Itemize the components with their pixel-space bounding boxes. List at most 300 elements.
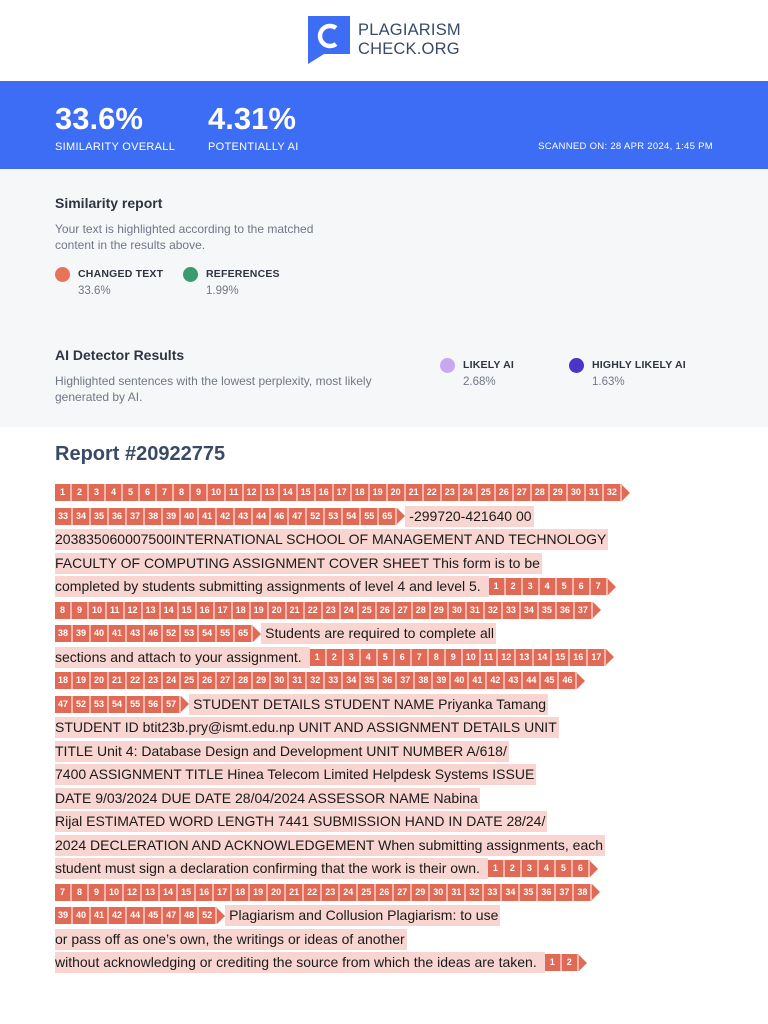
likely-ai-value: 2.68% — [463, 376, 496, 388]
match-source-tag[interactable]: 25 — [181, 672, 199, 689]
match-source-tag[interactable]: 19 — [73, 672, 91, 689]
match-source-tag[interactable]: 36 — [109, 508, 127, 525]
match-source-tag[interactable]: 12 — [498, 649, 516, 666]
brand-line-1: PLAGIARISM — [358, 21, 461, 39]
tag-arrow-icon — [217, 908, 225, 924]
match-source-tag[interactable]: 4 — [540, 578, 557, 595]
similarity-overall-value: 33.6% — [55, 101, 143, 136]
tag-arrow-icon — [593, 602, 601, 618]
report-line — [55, 834, 715, 858]
match-source-tag[interactable]: 55 — [217, 625, 235, 642]
legend-changed-text — [55, 267, 163, 297]
plagiarism-check-logo-icon — [306, 14, 352, 66]
match-source-tag[interactable]: 5 — [123, 484, 140, 501]
match-source-tag[interactable]: 15 — [552, 649, 570, 666]
report-document — [55, 481, 715, 975]
match-source-tag[interactable]: 29 — [431, 602, 449, 619]
match-source-tag[interactable]: 45 — [541, 672, 559, 689]
tag-arrow-icon — [608, 579, 616, 595]
match-source-tag[interactable]: 33 — [55, 508, 73, 525]
legend-highly-likely-ai — [569, 358, 686, 388]
match-source-tag[interactable]: 16 — [196, 884, 214, 901]
match-source-tag[interactable]: 25 — [359, 602, 377, 619]
match-source-tag[interactable]: 30 — [568, 484, 586, 501]
match-source-tag[interactable]: 26 — [199, 672, 217, 689]
match-source-tag[interactable]: 23 — [323, 602, 341, 619]
similarity-report-title: Similarity report — [55, 195, 163, 211]
match-source-tag[interactable]: 34 — [73, 508, 91, 525]
match-tags — [55, 625, 261, 642]
match-source-tag[interactable]: 22 — [424, 484, 442, 501]
match-source-tag[interactable]: 46 — [271, 508, 289, 525]
match-source-tag[interactable]: 22 — [304, 884, 322, 901]
ai-stat — [208, 101, 299, 153]
match-source-tag[interactable]: 12 — [124, 884, 142, 901]
match-source-tag[interactable]: 10 — [89, 602, 107, 619]
match-source-tag[interactable]: 65 — [235, 625, 253, 642]
match-source-tag[interactable]: 6 — [573, 860, 590, 877]
likely-ai-label: LIKELY AI — [463, 359, 515, 371]
match-source-tag[interactable]: 21 — [109, 672, 127, 689]
match-source-tag[interactable]: 45 — [145, 907, 163, 924]
match-source-tag[interactable]: 18 — [233, 602, 251, 619]
match-source-tag[interactable]: 8 — [72, 884, 89, 901]
match-tags — [55, 884, 600, 901]
match-source-tag[interactable]: 52 — [307, 508, 325, 525]
match-source-tag[interactable]: 37 — [127, 508, 145, 525]
match-source-tag[interactable]: 13 — [262, 484, 280, 501]
match-source-tag[interactable]: 52 — [163, 625, 181, 642]
match-source-tag[interactable]: 11 — [107, 602, 125, 619]
match-source-tag[interactable]: 20 — [268, 884, 286, 901]
match-source-tag[interactable]: 3 — [344, 649, 361, 666]
match-tags — [55, 696, 189, 713]
report-line — [55, 951, 715, 975]
report-line — [55, 693, 715, 717]
match-source-tag[interactable]: 30 — [449, 602, 467, 619]
match-source-tag[interactable]: 40 — [73, 907, 91, 924]
match-tags — [55, 602, 601, 619]
match-tags — [488, 860, 598, 877]
match-source-tag[interactable]: 24 — [340, 884, 358, 901]
report-line — [55, 763, 715, 787]
match-source-tag[interactable]: 1 — [310, 649, 327, 666]
match-source-tag[interactable]: 32 — [604, 484, 622, 501]
match-source-tag[interactable]: 22 — [127, 672, 145, 689]
match-source-tag[interactable]: 25 — [478, 484, 496, 501]
match-source-tag[interactable]: 22 — [305, 602, 323, 619]
match-source-tag[interactable]: 35 — [520, 884, 538, 901]
match-source-tag[interactable]: 19 — [250, 884, 268, 901]
ai-desc-line-2: generated by AI. — [55, 390, 143, 404]
match-source-tag[interactable]: 56 — [145, 696, 163, 713]
references-label: REFERENCES — [206, 268, 280, 280]
match-source-tag[interactable]: 46 — [559, 672, 577, 689]
match-source-tag[interactable]: 2 — [506, 578, 523, 595]
match-source-tag[interactable]: 17 — [215, 602, 233, 619]
changed-text-dot-icon — [55, 267, 70, 282]
match-source-tag[interactable]: 35 — [91, 508, 109, 525]
match-source-tag[interactable]: 3 — [523, 578, 540, 595]
match-source-tag[interactable]: 54 — [343, 508, 361, 525]
report-line — [55, 881, 715, 905]
report-line — [55, 787, 715, 811]
potentially-ai-value: 4.31% — [208, 101, 296, 136]
match-source-tag[interactable]: 24 — [460, 484, 478, 501]
report-line — [55, 646, 715, 670]
legend-likely-ai — [440, 358, 514, 388]
report-line-text: TITLE Unit 4: Database Design and Development UNIT NUMBER A/618/ — [55, 741, 509, 762]
changed-text-value: 33.6% — [78, 285, 111, 297]
match-source-tag[interactable]: 47 — [55, 696, 73, 713]
match-source-tag[interactable]: 41 — [199, 508, 217, 525]
match-source-tag[interactable]: 31 — [289, 672, 307, 689]
match-source-tag[interactable]: 13 — [143, 602, 161, 619]
match-source-tag[interactable]: 9 — [89, 884, 106, 901]
match-source-tag[interactable]: 4 — [361, 649, 378, 666]
match-source-tag[interactable]: 34 — [502, 884, 520, 901]
ai-detector-description — [55, 373, 372, 405]
match-source-tag[interactable]: 23 — [145, 672, 163, 689]
match-source-tag[interactable]: 29 — [253, 672, 271, 689]
match-source-tag[interactable]: 24 — [341, 602, 359, 619]
match-source-tag[interactable]: 14 — [160, 884, 178, 901]
match-source-tag[interactable]: 38 — [415, 672, 433, 689]
match-source-tag[interactable]: 43 — [127, 625, 145, 642]
match-source-tag[interactable]: 39 — [163, 508, 181, 525]
match-source-tag[interactable]: 15 — [178, 884, 196, 901]
match-source-tag[interactable]: 38 — [145, 508, 163, 525]
match-source-tag[interactable]: 65 — [379, 508, 397, 525]
match-source-tag[interactable]: 28 — [235, 672, 253, 689]
match-source-tag[interactable]: 52 — [73, 696, 91, 713]
report-line — [55, 716, 715, 740]
match-tags — [55, 508, 405, 525]
report-line — [55, 528, 715, 552]
match-source-tag[interactable]: 3 — [522, 860, 539, 877]
match-source-tag[interactable]: 36 — [379, 672, 397, 689]
match-source-tag[interactable]: 20 — [388, 484, 406, 501]
match-source-tag[interactable]: 8 — [174, 484, 191, 501]
match-source-tag[interactable]: 5 — [556, 860, 573, 877]
match-source-tag[interactable]: 33 — [325, 672, 343, 689]
match-source-tag[interactable]: 10 — [208, 484, 226, 501]
match-source-tag[interactable]: 18 — [55, 672, 73, 689]
match-source-tag[interactable]: 44 — [523, 672, 541, 689]
report-line — [55, 481, 715, 505]
match-source-tag[interactable]: 15 — [179, 602, 197, 619]
match-source-tag[interactable]: 27 — [394, 884, 412, 901]
match-tags — [55, 907, 225, 924]
match-source-tag[interactable]: 38 — [574, 884, 592, 901]
match-source-tag[interactable]: 34 — [521, 602, 539, 619]
match-source-tag[interactable]: 38 — [55, 625, 73, 642]
match-source-tag[interactable]: 40 — [451, 672, 469, 689]
match-source-tag[interactable]: 18 — [352, 484, 370, 501]
match-source-tag[interactable]: 31 — [586, 484, 604, 501]
scanned-on-date: SCANNED ON: 28 APR 2024, 1:45 PM — [538, 141, 713, 152]
report-line-text: 2024 DECLERATION AND ACKNOWLEDGEMENT When submitting assignments, each — [55, 835, 605, 856]
match-source-tag[interactable]: 12 — [125, 602, 143, 619]
match-source-tag[interactable]: 53 — [325, 508, 343, 525]
match-source-tag[interactable]: 26 — [496, 484, 514, 501]
match-source-tag[interactable]: 54 — [109, 696, 127, 713]
match-source-tag[interactable]: 7 — [591, 578, 608, 595]
tag-arrow-icon — [622, 485, 630, 501]
brand-line-2: CHECK.ORG — [358, 40, 460, 58]
match-source-tag[interactable]: 39 — [73, 625, 91, 642]
legend-references — [183, 267, 280, 297]
match-source-tag[interactable]: 30 — [430, 884, 448, 901]
summary-panel — [0, 169, 768, 427]
brand-logo[interactable] — [306, 14, 461, 66]
report-line-text: 203835060007500INTERNATIONAL SCHOOL OF MANAGEMENT AND TECHNOLOGY — [55, 529, 608, 550]
match-source-tag[interactable]: 47 — [163, 907, 181, 924]
match-source-tag[interactable]: 37 — [575, 602, 593, 619]
match-source-tag[interactable]: 10 — [106, 884, 124, 901]
match-source-tag[interactable]: 13 — [516, 649, 534, 666]
match-source-tag[interactable]: 39 — [433, 672, 451, 689]
match-source-tag[interactable]: 28 — [413, 602, 431, 619]
match-source-tag[interactable]: 2 — [72, 484, 89, 501]
match-source-tag[interactable]: 40 — [181, 508, 199, 525]
match-source-tag[interactable]: 43 — [235, 508, 253, 525]
match-source-tag[interactable]: 16 — [316, 484, 334, 501]
match-source-tag[interactable]: 2 — [562, 954, 579, 971]
report-line-text: -299720-421640 00 — [405, 506, 533, 527]
match-source-tag[interactable]: 17 — [334, 484, 352, 501]
match-source-tag[interactable]: 11 — [226, 484, 244, 501]
match-source-tag[interactable]: 47 — [289, 508, 307, 525]
report-line-text: or pass off as one’s own, the writings or ideas of another — [55, 929, 407, 950]
match-source-tag[interactable]: 43 — [505, 672, 523, 689]
match-source-tag[interactable]: 30 — [271, 672, 289, 689]
match-tags — [489, 578, 616, 595]
tag-arrow-icon — [577, 673, 585, 689]
match-source-tag[interactable]: 9 — [72, 602, 89, 619]
match-source-tag[interactable]: 5 — [378, 649, 395, 666]
report-line-text: STUDENT ID btit23b.pry@ismt.edu.np UNIT AND ASSIGNMENT DETAILS UNIT — [55, 717, 559, 738]
match-source-tag[interactable]: 25 — [358, 884, 376, 901]
match-source-tag[interactable]: 52 — [199, 907, 217, 924]
match-source-tag[interactable]: 9 — [446, 649, 463, 666]
match-source-tag[interactable]: 26 — [376, 884, 394, 901]
match-tags — [310, 649, 615, 666]
report-line — [55, 857, 715, 881]
report-line — [55, 575, 715, 599]
match-source-tag[interactable]: 17 — [214, 884, 232, 901]
match-source-tag[interactable]: 54 — [199, 625, 217, 642]
tag-arrow-icon — [181, 696, 189, 712]
match-source-tag[interactable]: 4 — [539, 860, 556, 877]
match-source-tag[interactable]: 5 — [557, 578, 574, 595]
match-source-tag[interactable]: 32 — [466, 884, 484, 901]
match-source-tag[interactable]: 10 — [463, 649, 481, 666]
match-source-tag[interactable]: 8 — [429, 649, 446, 666]
match-source-tag[interactable]: 36 — [538, 884, 556, 901]
match-source-tag[interactable]: 35 — [361, 672, 379, 689]
match-source-tag[interactable]: 9 — [191, 484, 208, 501]
match-source-tag[interactable]: 23 — [442, 484, 460, 501]
report-line-text: DATE 9/03/2024 DUE DATE 28/04/2024 ASSESSOR NAME Nabina — [55, 788, 480, 809]
match-source-tag[interactable]: 15 — [298, 484, 316, 501]
tag-arrow-icon — [253, 626, 261, 642]
match-source-tag[interactable]: 33 — [503, 602, 521, 619]
similarity-desc-line-1: Your text is highlighted according to the matched — [55, 222, 314, 236]
match-source-tag[interactable]: 16 — [570, 649, 588, 666]
match-source-tag[interactable]: 48 — [181, 907, 199, 924]
match-source-tag[interactable]: 7 — [55, 884, 72, 901]
report-line-text: without acknowledging or crediting the source from which the ideas are taken. — [55, 952, 539, 973]
tag-arrow-icon — [579, 955, 587, 971]
report-title: Report #20922775 — [55, 443, 226, 465]
match-tags — [55, 672, 585, 689]
match-source-tag[interactable]: 31 — [448, 884, 466, 901]
match-source-tag[interactable]: 44 — [127, 907, 145, 924]
report-line-text: Plagiarism and Collusion Plagiarism: to use — [225, 905, 500, 926]
report-line — [55, 505, 715, 529]
match-source-tag[interactable]: 1 — [488, 860, 505, 877]
match-source-tag[interactable]: 29 — [550, 484, 568, 501]
match-source-tag[interactable]: 41 — [91, 907, 109, 924]
report-line-text: Students are required to complete all — [261, 623, 496, 644]
match-source-tag[interactable]: 37 — [397, 672, 415, 689]
match-source-tag[interactable]: 11 — [481, 649, 499, 666]
report-line-text: FACULTY OF COMPUTING ASSIGNMENT COVER SHEET This form is to be — [55, 553, 542, 574]
match-source-tag[interactable]: 31 — [467, 602, 485, 619]
changed-text-label: CHANGED TEXT — [78, 268, 164, 280]
match-tags — [545, 954, 587, 971]
match-source-tag[interactable]: 55 — [127, 696, 145, 713]
tag-arrow-icon — [592, 884, 600, 900]
match-source-tag[interactable]: 53 — [181, 625, 199, 642]
match-source-tag[interactable]: 32 — [485, 602, 503, 619]
match-source-tag[interactable]: 53 — [91, 696, 109, 713]
likely-ai-dot-icon — [440, 358, 455, 373]
match-source-tag[interactable]: 42 — [109, 907, 127, 924]
match-source-tag[interactable]: 7 — [412, 649, 429, 666]
match-source-tag[interactable]: 14 — [280, 484, 298, 501]
report-line — [55, 552, 715, 576]
match-source-tag[interactable]: 12 — [244, 484, 262, 501]
match-source-tag[interactable]: 20 — [269, 602, 287, 619]
match-source-tag[interactable]: 6 — [395, 649, 412, 666]
match-source-tag[interactable]: 32 — [307, 672, 325, 689]
match-source-tag[interactable]: 33 — [484, 884, 502, 901]
references-dot-icon — [183, 267, 198, 282]
match-source-tag[interactable]: 2 — [505, 860, 522, 877]
report-line-text: sections and attach to your assignment. — [55, 647, 304, 668]
similarity-report-description — [55, 221, 313, 253]
similarity-overall-label: SIMILARITY OVERALL — [55, 141, 176, 153]
highly-likely-ai-label: HIGHLY LIKELY AI — [592, 359, 686, 371]
score-banner — [0, 81, 768, 169]
match-source-tag[interactable]: 6 — [140, 484, 157, 501]
match-source-tag[interactable]: 37 — [556, 884, 574, 901]
match-source-tag[interactable]: 1 — [489, 578, 506, 595]
brand-name — [358, 21, 461, 59]
report-line-text: STUDENT DETAILS STUDENT NAME Priyanka Tamang — [189, 694, 548, 715]
report-line-text: Rijal ESTIMATED WORD LENGTH 7441 SUBMISSION HAND IN DATE 28/24/ — [55, 811, 547, 832]
match-source-tag[interactable]: 14 — [161, 602, 179, 619]
references-value: 1.99% — [206, 285, 239, 297]
match-source-tag[interactable]: 26 — [377, 602, 395, 619]
potentially-ai-label: POTENTIALLY AI — [208, 141, 299, 153]
match-source-tag[interactable]: 1 — [55, 484, 72, 501]
report-line-text: completed by students submitting assignments of level 4 and level 5. — [55, 576, 483, 597]
report-line — [55, 622, 715, 646]
match-source-tag[interactable]: 27 — [395, 602, 413, 619]
match-source-tag[interactable]: 18 — [232, 884, 250, 901]
match-source-tag[interactable]: 6 — [574, 578, 591, 595]
match-source-tag[interactable]: 21 — [286, 884, 304, 901]
match-source-tag[interactable]: 20 — [91, 672, 109, 689]
match-source-tag[interactable]: 55 — [361, 508, 379, 525]
match-source-tag[interactable]: 46 — [145, 625, 163, 642]
match-source-tag[interactable]: 21 — [406, 484, 424, 501]
match-source-tag[interactable]: 14 — [534, 649, 552, 666]
report-line-text: student must sign a declaration confirming that the work is their own. — [55, 858, 482, 879]
match-source-tag[interactable]: 8 — [55, 602, 72, 619]
report-line — [55, 669, 715, 693]
match-source-tag[interactable]: 24 — [163, 672, 181, 689]
report-line — [55, 740, 715, 764]
match-source-tag[interactable]: 19 — [370, 484, 388, 501]
match-source-tag[interactable]: 27 — [217, 672, 235, 689]
match-source-tag[interactable]: 42 — [487, 672, 505, 689]
match-source-tag[interactable]: 40 — [91, 625, 109, 642]
report-line-text: 7400 ASSIGNMENT TITLE Hinea Telecom Limited Helpdesk Systems ISSUE — [55, 764, 536, 785]
match-source-tag[interactable]: 29 — [412, 884, 430, 901]
match-tags — [55, 484, 630, 501]
match-source-tag[interactable]: 23 — [322, 884, 340, 901]
match-source-tag[interactable]: 41 — [469, 672, 487, 689]
match-source-tag[interactable]: 1 — [545, 954, 562, 971]
match-source-tag[interactable]: 17 — [588, 649, 606, 666]
match-source-tag[interactable]: 2 — [327, 649, 344, 666]
match-source-tag[interactable]: 44 — [253, 508, 271, 525]
match-source-tag[interactable]: 42 — [217, 508, 235, 525]
match-source-tag[interactable]: 16 — [197, 602, 215, 619]
report-line — [55, 928, 715, 952]
match-source-tag[interactable]: 7 — [157, 484, 174, 501]
highly-likely-ai-value: 1.63% — [592, 376, 625, 388]
match-source-tag[interactable]: 3 — [89, 484, 106, 501]
match-source-tag[interactable]: 57 — [163, 696, 181, 713]
tag-arrow-icon — [397, 508, 405, 524]
match-source-tag[interactable]: 4 — [106, 484, 123, 501]
match-source-tag[interactable]: 34 — [343, 672, 361, 689]
report-line — [55, 810, 715, 834]
match-source-tag[interactable]: 19 — [251, 602, 269, 619]
highly-likely-ai-dot-icon — [569, 358, 584, 373]
match-source-tag[interactable]: 41 — [109, 625, 127, 642]
match-source-tag[interactable]: 39 — [55, 907, 73, 924]
similarity-desc-line-2: content in the results above. — [55, 238, 206, 252]
match-source-tag[interactable]: 13 — [142, 884, 160, 901]
ai-detector-title: AI Detector Results — [55, 347, 185, 363]
match-source-tag[interactable]: 35 — [539, 602, 557, 619]
report-line — [55, 599, 715, 623]
tag-arrow-icon — [590, 861, 598, 877]
ai-desc-line-1: Highlighted sentences with the lowest perplexity, most likely — [55, 374, 372, 388]
tag-arrow-icon — [606, 649, 614, 665]
match-source-tag[interactable]: 21 — [287, 602, 305, 619]
match-source-tag[interactable]: 28 — [532, 484, 550, 501]
match-source-tag[interactable]: 36 — [557, 602, 575, 619]
report-line — [55, 904, 715, 928]
match-source-tag[interactable]: 27 — [514, 484, 532, 501]
